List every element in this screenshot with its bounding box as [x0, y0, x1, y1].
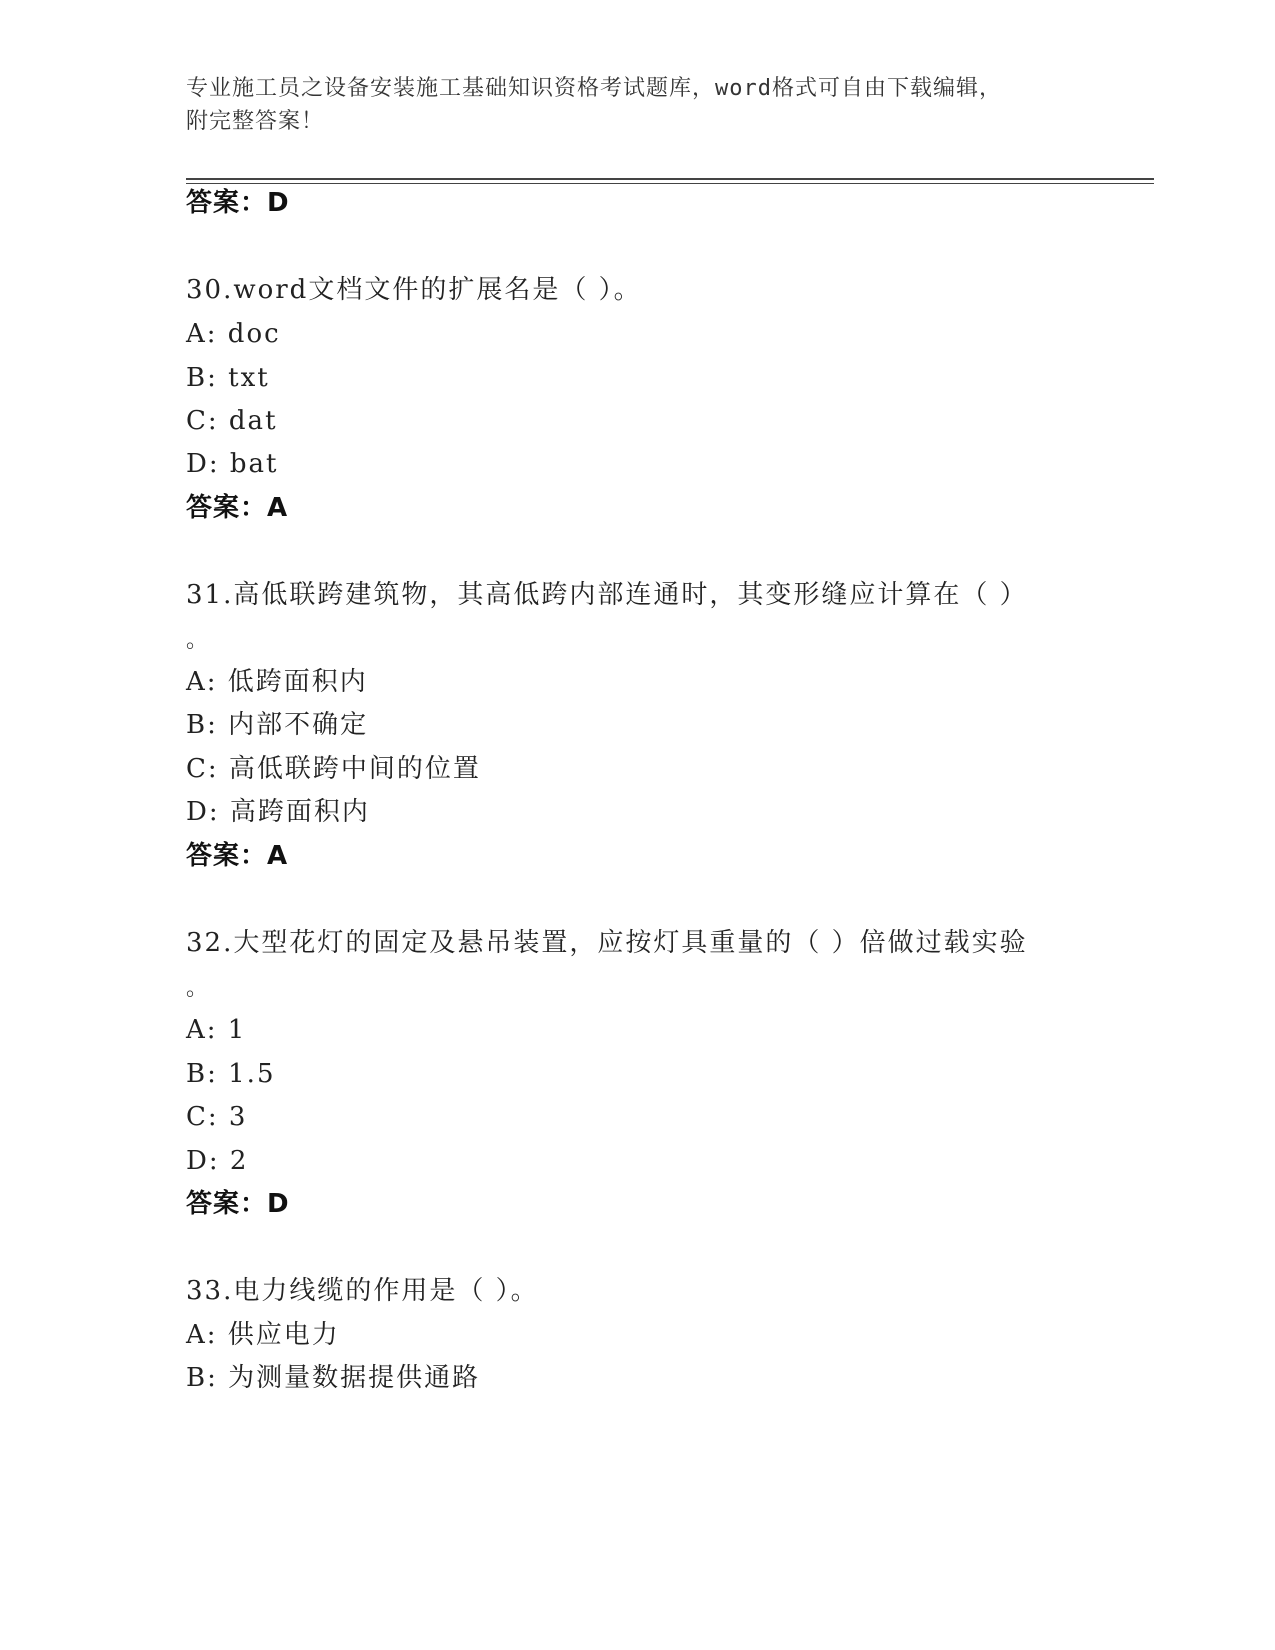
q32-option-c: C: 3	[186, 1102, 248, 1132]
q32-option-b: B: 1.5	[186, 1059, 276, 1089]
q33-option-a: A: 供应电力	[186, 1320, 340, 1350]
q31-option-c: C: 高低联跨中间的位置	[186, 754, 481, 784]
answer-30: 答案：A	[186, 493, 289, 523]
question-32-cont: 。	[186, 976, 211, 1001]
q30-option-c: C: dat	[186, 406, 278, 436]
header-line-1: 专业施工员之设备安装施工基础知识资格考试题库，word格式可自由下载编辑，	[186, 76, 1002, 101]
answer-32: 答案：D	[186, 1189, 290, 1219]
q30-option-d: D: bat	[186, 449, 279, 479]
q32-option-d: D: 2	[186, 1146, 249, 1176]
question-31: 31.高低联跨建筑物，其高低跨内部连通时，其变形缝应计算在（ ）	[186, 580, 1028, 610]
header-divider-thin	[186, 183, 1154, 184]
q33-option-b: B: 为测量数据提供通路	[186, 1363, 481, 1393]
q32-option-a: A: 1	[186, 1015, 247, 1045]
document-header	[186, 72, 1066, 138]
header-divider	[186, 178, 1154, 180]
q30-option-b: B: txt	[186, 363, 270, 393]
q31-option-d: D: 高跨面积内	[186, 797, 370, 827]
question-33: 33.电力线缆的作用是（ ）。	[186, 1276, 539, 1306]
question-32: 32.大型花灯的固定及悬吊装置，应按灯具重量的（ ）倍做过载实验	[186, 928, 1028, 958]
q30-option-a: A: doc	[186, 319, 281, 349]
answer-31: 答案：A	[186, 841, 289, 871]
answer-29: 答案：D	[186, 188, 290, 218]
q31-option-a: A: 低跨面积内	[186, 667, 368, 697]
header-line-2: 附完整答案！	[186, 109, 325, 134]
q31-option-b: B: 内部不确定	[186, 710, 369, 740]
question-30: 30.word文档文件的扩展名是（ ）。	[186, 275, 642, 305]
question-31-cont: 。	[186, 628, 211, 653]
